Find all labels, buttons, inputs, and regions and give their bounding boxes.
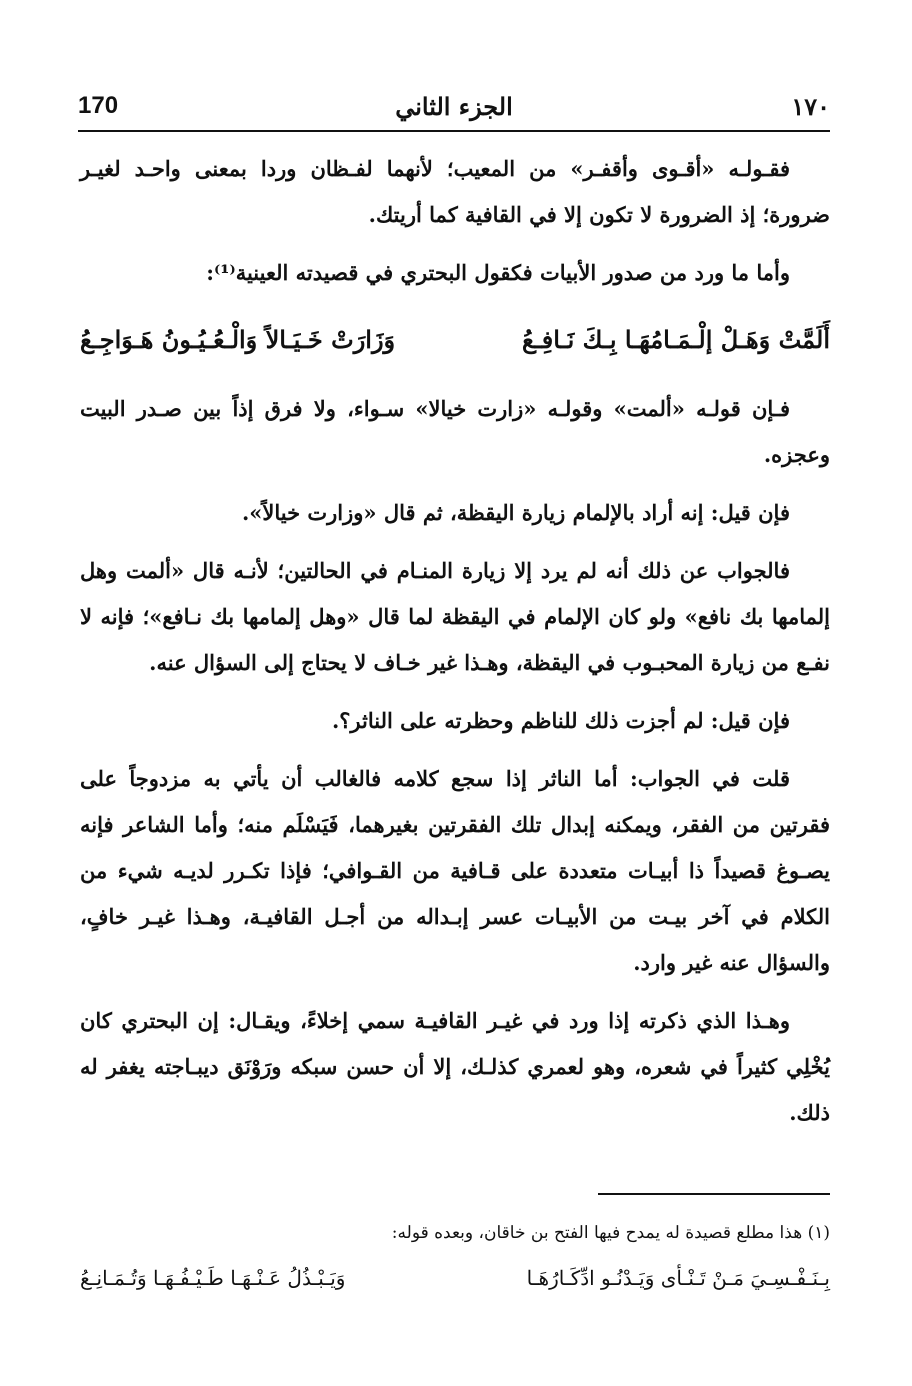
paragraph: فإن قيل: إنه أراد بالإلمام زيارة اليقظة، ثم قال «وزارت خيالاً».	[241, 500, 790, 525]
footnote-verse-second: وَيَـبْـذُلُ عَـنْـهَـا طَـيْـفُـهَـا وَتُـمَـانِـعُ	[80, 1266, 346, 1290]
paragraph: فالجواب عن ذلك أنه لم يرد إلا زيارة المنـام في الحالتين؛ لأنـه قال «ألمت وهل إلمامها بك نافع» ولو كان الإلمام في اليقظة لما قال «وهل إلمامها بك نـافع»؛ فإنه لا نفـع من زيارة المحبـوب في اليقظة، وهـذا غير خـاف لا يحتاج إلى السؤال عنه.	[80, 558, 830, 675]
paragraph: فقـولـه «أقـوى وأقفـر» من المعيب؛ لأنهما لفـظان وردا بمعنى واحـد لغيـر ضرورة؛ إذ الضرورة لا تكون إلا في القافية كما أريتك.	[80, 156, 830, 227]
paragraph: وأما ما ورد من صدور الأبيات فكقول البحتري في قصيدته العينية⁽¹⁾:	[206, 260, 790, 285]
paragraph: وهـذا الذي ذكرته إذا ورد في غيـر القافيـة سمي إخلاءً، ويقـال: إن البحتري كان يُخْلِي كثيراً في شعره، وهو لعمري كذلـك، إلا أن حسن سبكه ورَوْنَق ديبـاجته يغفر له ذلك.	[80, 1008, 830, 1125]
paragraph: فـإن قولـه «ألمت» وقولـه «زارت خيالا» سـواء، ولا فرق إذاً بين صـدر البيت وعجزه.	[80, 396, 830, 467]
footnote	[80, 1216, 830, 1300]
page-number-latin: 170	[78, 92, 119, 119]
footnote-verse-first: بِـنَـفْـسِـيَ مَـنْ تَـنْـأى وَيَـدْنُـو ادِّكَـارُهَـا	[526, 1266, 830, 1290]
footnote-text: (١) هذا مطلع قصيدة له يمدح فيها الفتح بن خاقان، وبعده قوله:	[391, 1223, 830, 1243]
running-title: الجزء الثاني	[395, 92, 513, 121]
poetry-verse	[80, 314, 830, 366]
verse-second-hemistich: وَزَارَتْ خَـيَـالاً وَالْـعُـيُـونُ هَـوَاجِـعُ	[80, 325, 396, 354]
footnote-divider	[598, 1193, 830, 1195]
page-body	[80, 146, 830, 1148]
paragraph: فإن قيل: لم أجزت ذلك للناظم وحظرته على الناثر؟.	[331, 708, 790, 733]
verse-first-hemistich: أَلَمَّتْ وَهَـلْ إلْـمَـامُهَـا بِـكَ نَـافِـعُ	[521, 325, 830, 354]
page-header	[78, 92, 830, 132]
footnote-verse	[80, 1256, 830, 1300]
page-number-arabic: ١٧٠	[791, 92, 830, 121]
paragraph: قلت في الجواب: أما الناثر إذا سجع كلامه فالغالب أن يأتي به مزدوجاً على فقرتين من الفقر، ويمكنه إبدال تلك الفقرتين بغيرهما، فَيَسْلَم منه؛ وأما الشاعر فإنه يصـوغ قصيداً ذا أبيـات متعددة على قـافية من القـوافي؛ فإذا تكـرر لديـه شيء من الكلام في آخر بيـت من الأبيـات عسر إبـداله من أجـل القافيـة، وهـذا غيـر خافٍ، والسؤال عنه غير وارد.	[80, 766, 830, 975]
